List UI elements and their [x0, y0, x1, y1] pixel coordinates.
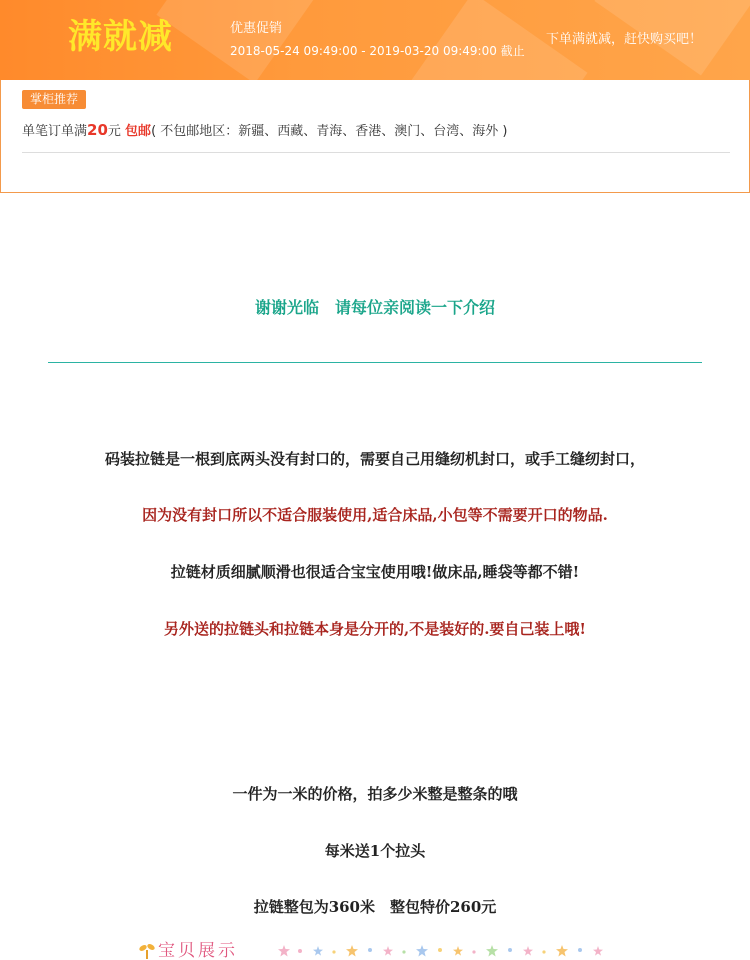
pricing-line-2: 每米送1个拉头: [324, 842, 426, 860]
intro-line-2: 因为没有封口所以不适合服装使用,适合床品,小包等不需要开口的物品.: [142, 506, 608, 524]
pricing-line-1: 一件为一米的价格，拍多少米整是整条的哦: [232, 785, 518, 803]
intro-line-3: 拉链材质细腻顺滑也很适合宝宝使用哦!做床品,睡袋等都不错!: [170, 563, 580, 581]
stars-decoration-icon: [278, 944, 618, 958]
promo-title: 满就减: [68, 17, 173, 57]
showcase-header: [138, 938, 618, 960]
promo-cta-text: 下单满就减，赶快购买吧！: [546, 32, 703, 47]
shopkeeper-recommend-box: [0, 80, 750, 193]
intro-line-1: 码装拉链是一根到底两头没有封口的，需要自己用缝纫机封口，或手工缝纫封口，: [104, 450, 645, 468]
free-shipping-rule: [22, 120, 507, 142]
free-shipping-unit: 元: [107, 124, 121, 139]
free-shipping-amount: 20: [87, 121, 108, 139]
welcome-heading: 谢谢光临 请每位亲阅读一下介绍: [254, 298, 495, 317]
showcase-title: 宝贝展示: [158, 941, 238, 960]
promo-period: 2018-05-24 09:49:00 - 2019-03-20 09:49:00 截止: [230, 44, 525, 58]
divider: [22, 152, 730, 153]
recommend-tag: 掌柜推荐: [22, 90, 86, 109]
free-shipping-label: 包邮: [125, 124, 152, 139]
pricing-line-3: 拉链整包为360米 整包特价260元: [253, 898, 497, 916]
promo-banner: [0, 0, 750, 80]
free-shipping-prefix: 单笔订单满: [22, 124, 88, 139]
excluded-regions: ( 不包邮地区：新疆、西藏、青海、香港、澳门、台湾、海外 ): [151, 124, 508, 139]
separator-line: [48, 362, 702, 363]
promo-type-label: 优惠促销: [230, 21, 283, 36]
sprout-icon: [138, 942, 156, 960]
intro-line-4: 另外送的拉链头和拉链本身是分开的,不是装好的.要自己装上哦!: [163, 620, 587, 638]
